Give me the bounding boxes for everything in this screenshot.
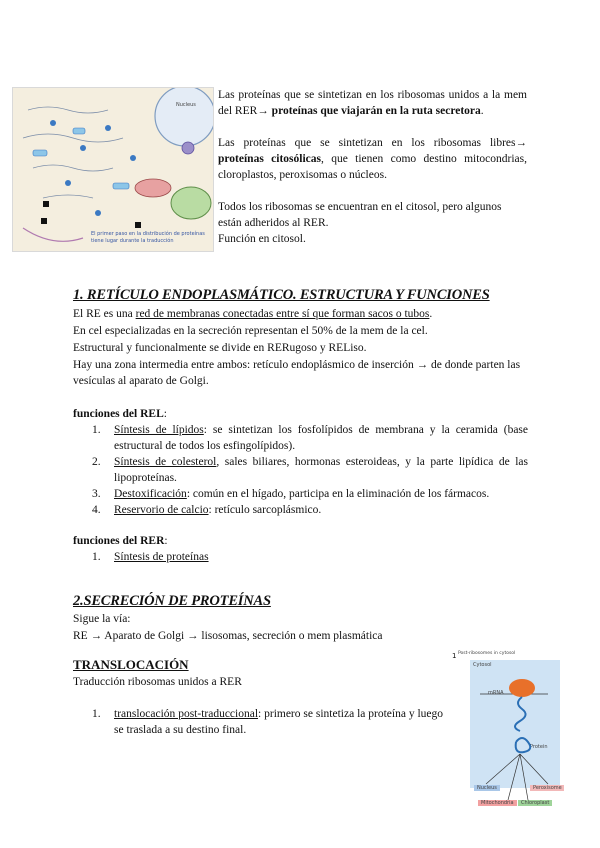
- list-item: [92, 502, 528, 518]
- intro-p3-line1: Todos los ribosomas se encuentran en el citosol, pero algunos están adheridos al RER.: [218, 201, 502, 229]
- text: , sales biliares, hormonas esteroideas, y la parte lipídica de las lipoproteínas.: [114, 456, 529, 484]
- section-2-line-1: Sigue la vía:: [73, 613, 131, 625]
- mitochondria-box: Mitochondria: [478, 800, 517, 806]
- underlined-text: translocación post-traduccional: [114, 708, 259, 720]
- intro-p1-end: .: [480, 105, 484, 117]
- section-1-line-4: Hay una zona intermedia entre ambos: retículo endoplásmico de inserción → de donde parten las vesículas al aparato de Golgi.: [73, 359, 521, 387]
- ribosome-shape: [509, 679, 535, 697]
- chloroplast-shape: [171, 187, 211, 219]
- underlined-text: Síntesis de proteínas: [114, 551, 209, 563]
- text: : se sintetizan los fosfolípidos de membrana y la ceramida (base estructural de todos los esfingolípidos).: [114, 424, 529, 452]
- text: : primero se sintetiza la proteína y luego se traslada a su destino final.: [114, 708, 443, 736]
- underlined-text: Síntesis de colesterol: [114, 456, 217, 468]
- chloroplast-box: Chloroplast: [518, 800, 552, 806]
- figure-2-title: Post-ribosomes in cytosol: [458, 651, 516, 656]
- arrow: →: [257, 105, 269, 117]
- protein-sorting-diagram: [13, 88, 213, 251]
- list-number: 2.: [92, 456, 101, 468]
- folded-protein: [516, 738, 531, 752]
- nucleus-label: Nucleus: [176, 102, 196, 108]
- list-item: [92, 706, 443, 738]
- section-2-line-2: RE → Aparato de Golgi → lisosomas, secreción o mem plasmática: [73, 630, 383, 642]
- rel-heading-text: funciones del REL: [73, 408, 164, 420]
- list-item: [92, 454, 528, 486]
- rer-heading: [73, 533, 528, 549]
- intro-p1-bold: proteínas que viajarán en la ruta secretora: [271, 105, 481, 117]
- text: .: [429, 308, 433, 320]
- section-1: [73, 287, 528, 565]
- nucleus-shape: [155, 88, 213, 146]
- section-2: [73, 593, 443, 738]
- section-2-title: 2.SECRECIÓN DE PROTEÍNAS: [73, 593, 271, 609]
- figure-caption-line2: tiene lugar durante la traducción: [91, 238, 174, 244]
- underlined-text: Síntesis de lípidos: [114, 424, 204, 436]
- intro-text: [218, 87, 527, 247]
- underlined-text: Destoxificación: [114, 488, 187, 500]
- intro-p2-text: Las proteínas que se sintetizan en los ribosomas libres: [218, 137, 516, 149]
- rer-functions-list: [92, 549, 528, 565]
- nucleus-box: Nucleus: [474, 785, 500, 791]
- nascent-protein: [515, 697, 526, 731]
- list-number: 1.: [92, 424, 101, 436]
- list-number: 3.: [92, 488, 101, 500]
- rel-functions-list: [92, 422, 528, 518]
- list-number: 1.: [92, 551, 101, 563]
- text: : común en el hígado, participa en la eliminación de los fármacos.: [186, 488, 490, 500]
- translocation-heading: TRANSLOCACIÓN: [73, 657, 189, 672]
- list-item: [92, 486, 528, 502]
- intro-p3-line2: Función en citosol.: [218, 233, 306, 245]
- intro-paragraph-2: [218, 135, 527, 183]
- translocation-list: [92, 706, 443, 738]
- list-number: 1.: [92, 708, 101, 720]
- underlined-text: red de membranas conectadas entre sí que forman sacos o tubos: [135, 308, 430, 320]
- intro-p2-rest: , que tienen como destino mitocondrias, cloroplastos, peroxisomas o núcleos.: [218, 153, 527, 181]
- figure-2-marker: 1: [452, 652, 457, 660]
- section-1-title: 1. RETÍCULO ENDOPLASMÁTICO. ESTRUCTURA Y FUNCIONES: [73, 287, 490, 303]
- colon: :: [163, 408, 167, 420]
- section-1-line-1: [73, 306, 528, 322]
- peroxisome-box: Peroxisome: [530, 785, 564, 791]
- protein-label: Protein: [530, 744, 548, 750]
- intro-paragraph-1: [218, 87, 527, 119]
- text: El RE es una: [73, 308, 136, 320]
- underlined-text: Reservorio de calcio: [114, 504, 209, 516]
- rel-heading: [73, 406, 528, 422]
- section-2-line-3: Traducción ribosomas unidos a RER: [73, 676, 242, 688]
- intro-p1-text: Las proteínas que se sintetizan en los ribosomas unidos a la mem del RER: [218, 89, 527, 117]
- list-item: [92, 549, 528, 565]
- cytosol-label: Cytosol: [473, 662, 492, 668]
- intro-paragraph-3: [218, 199, 527, 247]
- section-1-line-2: En cel especializadas en la secreción representan el 50% de la mem de la cel.: [73, 325, 428, 337]
- intro-p2-bold: proteínas citosólicas: [218, 153, 321, 165]
- post-translational-figure: [456, 650, 564, 810]
- arrow: →: [515, 137, 527, 149]
- mrna-label: mRNA: [488, 690, 504, 696]
- mitochondrion-shape: [135, 179, 171, 197]
- list-number: 4.: [92, 504, 101, 516]
- list-item: [92, 422, 528, 454]
- section-1-line-3: Estructural y funcionalmente se divide en RERugoso y RELiso.: [73, 342, 367, 354]
- protein-sorting-figure: [12, 87, 214, 252]
- colon: :: [164, 535, 168, 547]
- text: : retículo sarcoplásmico.: [208, 504, 322, 516]
- rer-heading-text: funciones del RER: [73, 535, 165, 547]
- figure-caption-line1: El primer paso en la distribución de proteínas: [91, 231, 205, 237]
